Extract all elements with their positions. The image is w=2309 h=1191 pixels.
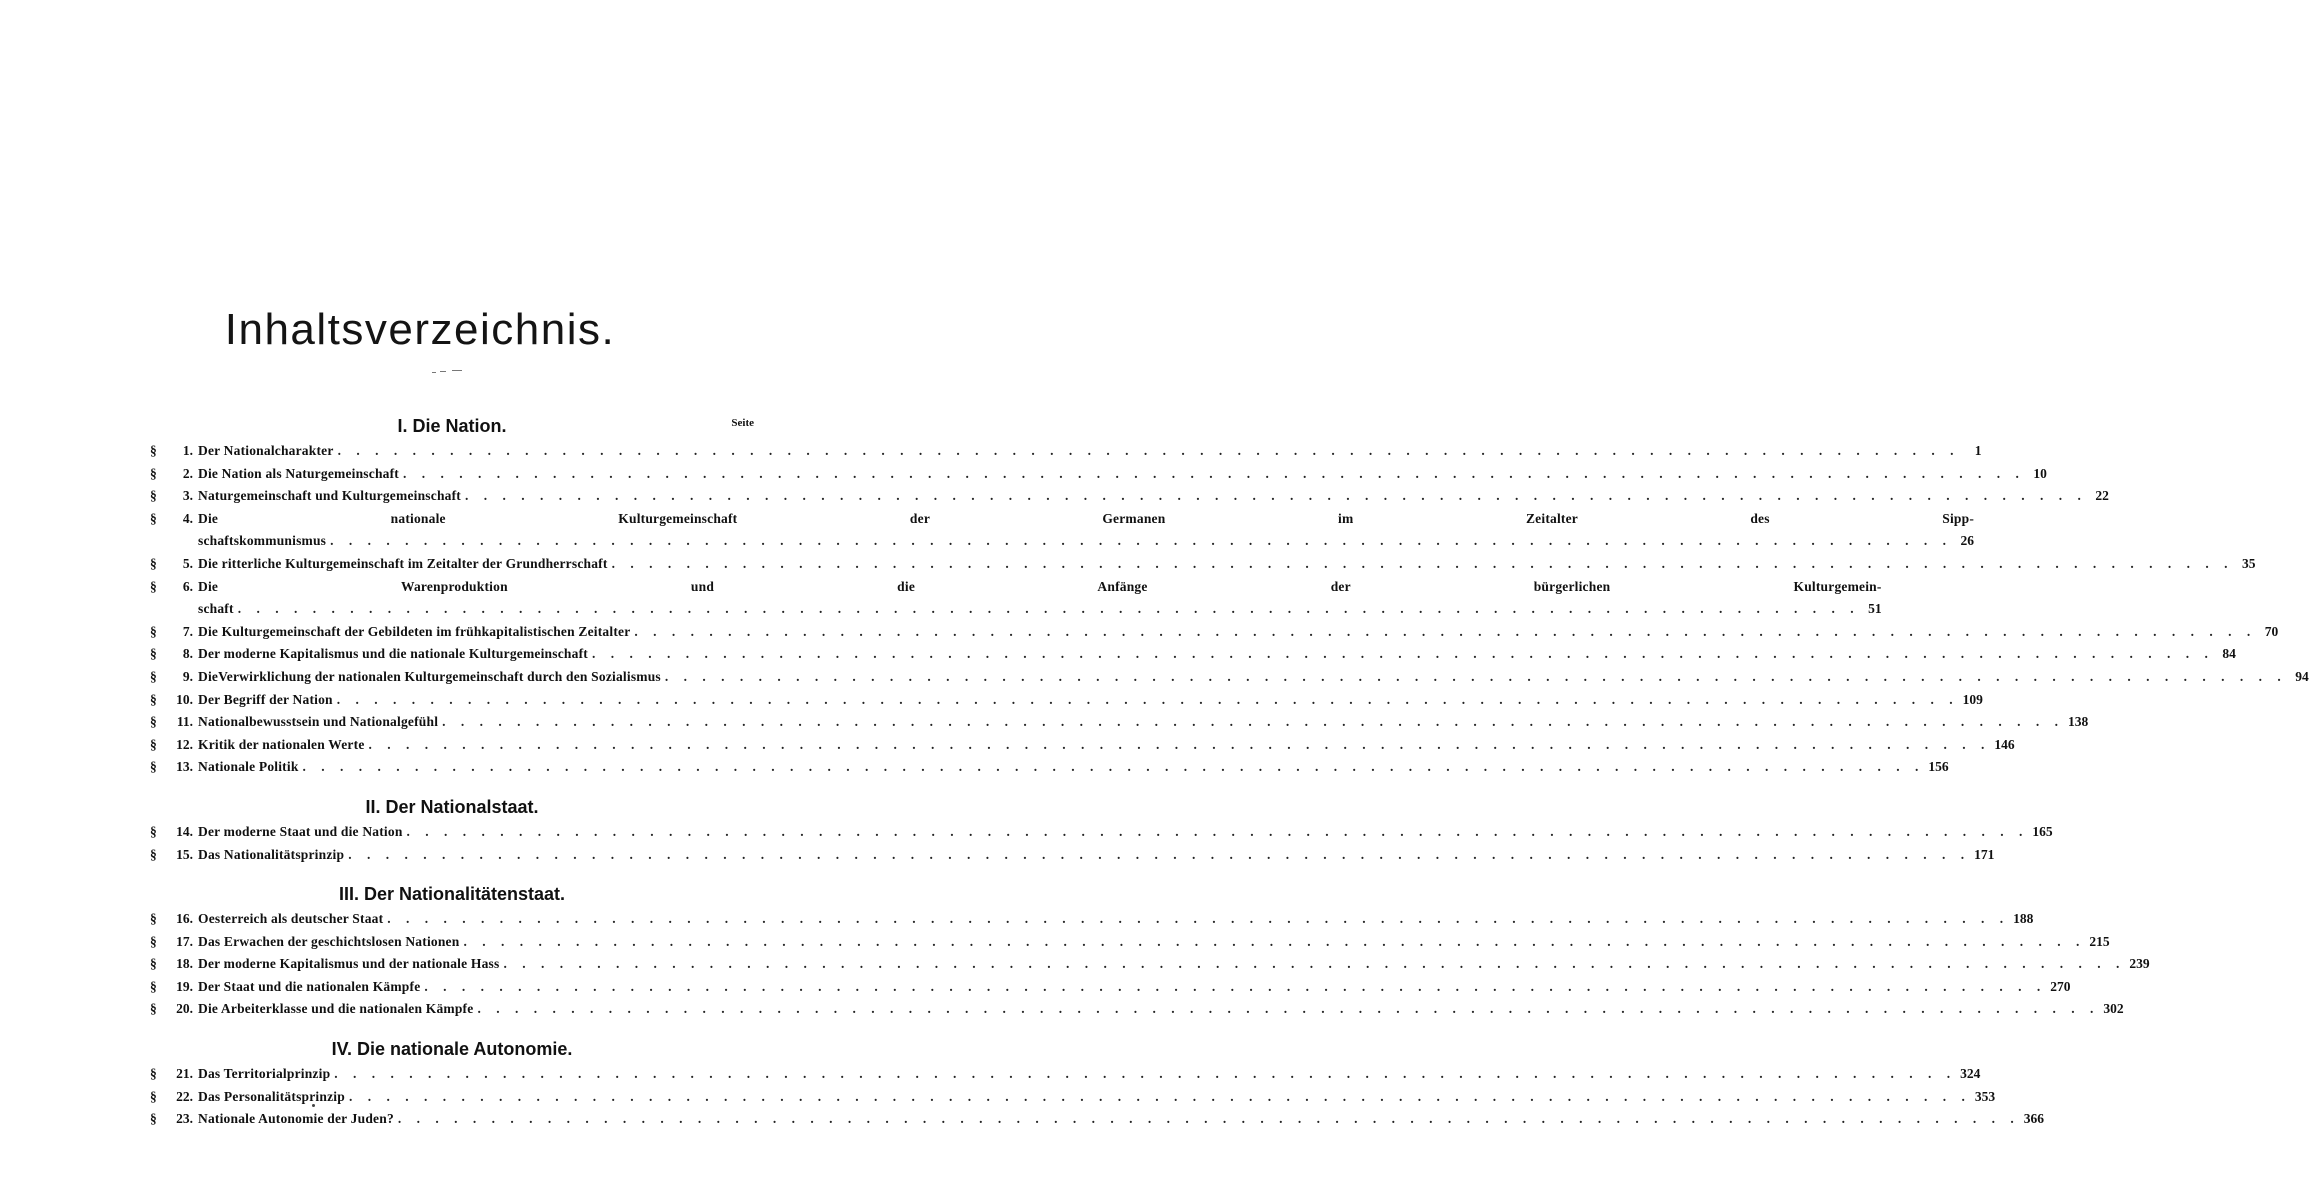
page-number: 270: [2050, 978, 2071, 994]
entry-title: Nationale Autonomie der Juden?: [198, 1111, 394, 1127]
toc-entry[interactable]: [150, 844, 1995, 867]
page-number: 1: [1974, 443, 1982, 458]
page-number: 94: [2295, 668, 2309, 684]
dot-leader: [330, 530, 1952, 553]
dot-leader: [348, 844, 1970, 867]
toc-entry[interactable]: [150, 908, 2034, 931]
page-number: 366: [2023, 1111, 2045, 1127]
entry-title: Die Nation als Naturgemeinschaft: [198, 465, 400, 481]
entry-title: Die ritterliche Kulturgemeinschaft im Zeitalter der Grundherrschaft: [198, 555, 608, 571]
dot-leader: [442, 711, 2064, 734]
entry-title: Nationale Politik: [198, 759, 299, 775]
toc-entry[interactable]: [150, 440, 1982, 463]
page-number: 239: [2129, 956, 2150, 972]
paragraph-symbol: §: [150, 911, 157, 927]
entry-title: Das Personalitätsprinzip: [198, 1088, 345, 1104]
entry-title: Oesterreich als deutscher Staat: [198, 911, 384, 927]
page-number: 22: [2095, 488, 2109, 504]
entry-title: Das Nationalitätsprinzip: [198, 846, 345, 862]
page-number: 84: [2222, 646, 2236, 662]
dot-leader: [477, 998, 2099, 1021]
entry-title: Der moderne Kapitalismus und der nationale Hass: [198, 956, 500, 972]
paragraph-symbol: §: [150, 1111, 157, 1127]
dot-leader: [334, 1063, 1956, 1086]
entry-title: schaft: [198, 601, 234, 617]
page-number: 70: [2264, 623, 2279, 639]
paragraph-symbol: §: [150, 846, 157, 862]
toc-entry[interactable]: [150, 508, 1975, 553]
entry-number: 17.: [176, 933, 193, 949]
entry-number: 7.: [182, 623, 193, 639]
page-number: 51: [1868, 601, 1882, 617]
paragraph-symbol: §: [150, 978, 157, 994]
toc-entry[interactable]: [150, 931, 2110, 954]
paragraph-symbol: §: [150, 956, 157, 972]
toc-entry[interactable]: [150, 621, 2279, 644]
toc-entry[interactable]: [150, 463, 2047, 486]
dot-leader: [238, 598, 1860, 621]
entry-title: Das Erwachen der geschichtslosen Nationen: [198, 933, 460, 949]
divider-ornament: [432, 368, 468, 376]
page-number: 188: [2013, 911, 2034, 927]
paragraph-symbol: §: [150, 646, 157, 662]
page-column-label: Seite: [731, 417, 754, 429]
dot-leader: [337, 689, 1959, 712]
entry-title: Der Nationalcharakter: [198, 443, 334, 458]
dot-leader: [387, 908, 2009, 931]
entry-number: 10.: [176, 691, 193, 707]
toc-entry[interactable]: [150, 711, 2089, 734]
toc-entry[interactable]: [150, 976, 2071, 999]
toc-entry[interactable]: [150, 1086, 1996, 1109]
entry-number: 6.: [182, 578, 193, 594]
section-heading: IV. Die nationale Autonomie.: [331, 1039, 573, 1060]
dot-leader: [463, 931, 2085, 954]
paragraph-symbol: §: [150, 555, 157, 571]
paragraph-symbol: §: [150, 691, 157, 707]
entry-title: Der moderne Kapitalismus und die nationale Kulturgemeinschaft: [198, 646, 588, 662]
toc-entry[interactable]: [150, 1063, 1981, 1086]
section-heading: I. Die Nation.: [397, 416, 507, 436]
entry-number: 20.: [176, 1001, 193, 1017]
page-number: 146: [1994, 736, 2015, 752]
page-number: 165: [2032, 823, 2053, 839]
table-of-contents: [150, 412, 2309, 1131]
toc-entry[interactable]: [150, 821, 2053, 844]
paragraph-symbol: §: [150, 933, 157, 949]
dot-leader: [634, 621, 2256, 644]
entry-number: 3.: [182, 488, 193, 504]
entry-title: Nationalbewusstsein und Nationalgefühl: [198, 714, 439, 730]
toc-entry[interactable]: [150, 756, 1949, 779]
toc-entry[interactable]: [150, 1108, 2045, 1131]
dot-leader: [503, 953, 2125, 976]
entry-title: Der Begriff der Nation: [198, 691, 333, 707]
paragraph-symbol: §: [150, 1088, 157, 1104]
dot-leader: [369, 734, 1991, 757]
paragraph-symbol: §: [150, 465, 157, 481]
toc-entry[interactable]: [150, 689, 1983, 712]
paragraph-symbol: §: [150, 714, 157, 730]
paragraph-symbol: §: [150, 510, 157, 526]
entry-number: 16.: [176, 911, 193, 927]
section-heading-row: [150, 1035, 754, 1063]
entry-title: schaftskommunismus: [198, 533, 327, 549]
entry-title: Der moderne Staat und die Nation: [198, 823, 403, 839]
dot-leader: [398, 1108, 2020, 1131]
dot-leader: [665, 666, 2287, 689]
paragraph-symbol: §: [150, 488, 157, 504]
paragraph-symbol: §: [150, 1066, 157, 1082]
page-number: 324: [1960, 1066, 1981, 1082]
paragraph-symbol: §: [150, 759, 157, 775]
toc-entry[interactable]: [150, 998, 2124, 1021]
section-heading: III. Der Nationalitätenstaat.: [338, 884, 566, 905]
paragraph-symbol: §: [150, 623, 157, 639]
dot-leader: [592, 643, 2214, 666]
page-number: 35: [2241, 555, 2256, 571]
section-heading-row: [150, 793, 754, 821]
section-heading: II. Der Nationalstaat.: [365, 796, 539, 817]
dot-leader: [424, 976, 2046, 999]
entry-number: 21.: [176, 1066, 193, 1082]
entry-title: DieVerwirklichung der nationalen Kulturgemeinschaft durch den Sozialismus: [198, 668, 661, 684]
entry-number: 22.: [176, 1088, 193, 1104]
paragraph-symbol: §: [150, 668, 157, 684]
entry-title: Kritik der nationalen Werte: [198, 736, 365, 752]
entry-number: 5.: [182, 555, 193, 571]
entry-number: 2.: [182, 465, 193, 481]
entry-number: 11.: [176, 714, 193, 730]
printer-mark: [312, 1104, 315, 1107]
toc-entry[interactable]: [150, 734, 2015, 757]
entry-number: 19.: [176, 978, 193, 994]
section-heading-row: [150, 880, 754, 908]
page-number: 215: [2089, 933, 2110, 949]
dot-leader: [403, 463, 2025, 486]
entry-number: 4.: [182, 510, 193, 526]
toc-entry[interactable]: [150, 643, 2236, 666]
entry-number: 9.: [182, 668, 193, 684]
page-number: 353: [1974, 1088, 1996, 1104]
entry-number: 14.: [176, 823, 193, 839]
paragraph-symbol: §: [150, 578, 157, 594]
dot-leader: [349, 1086, 1971, 1109]
entry-number: 12.: [176, 736, 193, 752]
page-number: 156: [1928, 759, 1949, 775]
entry-number: 18.: [176, 956, 193, 972]
paragraph-symbol: §: [150, 736, 157, 752]
dot-leader: [407, 821, 2029, 844]
page-title: Inhaltsverzeichnis.: [224, 305, 616, 354]
dot-leader: [612, 553, 2234, 576]
entry-title-line: Die nationale Kulturgemeinschaft der Germanen im Zeitalter des Sipp-: [198, 510, 1975, 526]
toc-entry[interactable]: [150, 553, 2256, 576]
section-heading-row: [150, 412, 754, 440]
paragraph-symbol: §: [150, 1001, 157, 1017]
entry-title: Naturgemeinschaft und Kulturgemeinschaft: [198, 488, 461, 504]
page-number: 109: [1962, 691, 1983, 707]
toc-entry[interactable]: [150, 953, 2150, 976]
page-number: 10: [2033, 465, 2047, 481]
dot-leader: [338, 440, 1960, 463]
page-number: 138: [2068, 714, 2089, 730]
entry-number: 15.: [176, 846, 193, 862]
page-number: 302: [2103, 1001, 2124, 1017]
page-number: 26: [1960, 533, 1975, 549]
entry-title: Die Kulturgemeinschaft der Gebildeten im frühkapitalistischen Zeitalter: [198, 623, 631, 639]
paragraph-symbol: §: [150, 443, 157, 458]
entry-title-line: Die Warenproduktion und die Anfänge der bürgerlichen Kulturgemein-: [198, 578, 1882, 594]
entry-number: 1.: [182, 443, 193, 458]
entry-number: 13.: [176, 759, 193, 775]
entry-title: Die Arbeiterklasse und die nationalen Kämpfe: [198, 1001, 474, 1017]
entry-title: Der Staat und die nationalen Kämpfe: [198, 978, 421, 994]
dot-leader: [303, 756, 1925, 779]
entry-number: 8.: [182, 646, 193, 662]
page-number: 171: [1974, 846, 1995, 862]
toc-entry[interactable]: [150, 576, 1882, 621]
toc-entry[interactable]: [150, 666, 2309, 689]
toc-entry[interactable]: [150, 485, 2109, 508]
paragraph-symbol: §: [150, 823, 157, 839]
entry-number: 23.: [176, 1111, 193, 1127]
entry-title: Das Territorialprinzip: [198, 1066, 331, 1082]
dot-leader: [465, 485, 2087, 508]
